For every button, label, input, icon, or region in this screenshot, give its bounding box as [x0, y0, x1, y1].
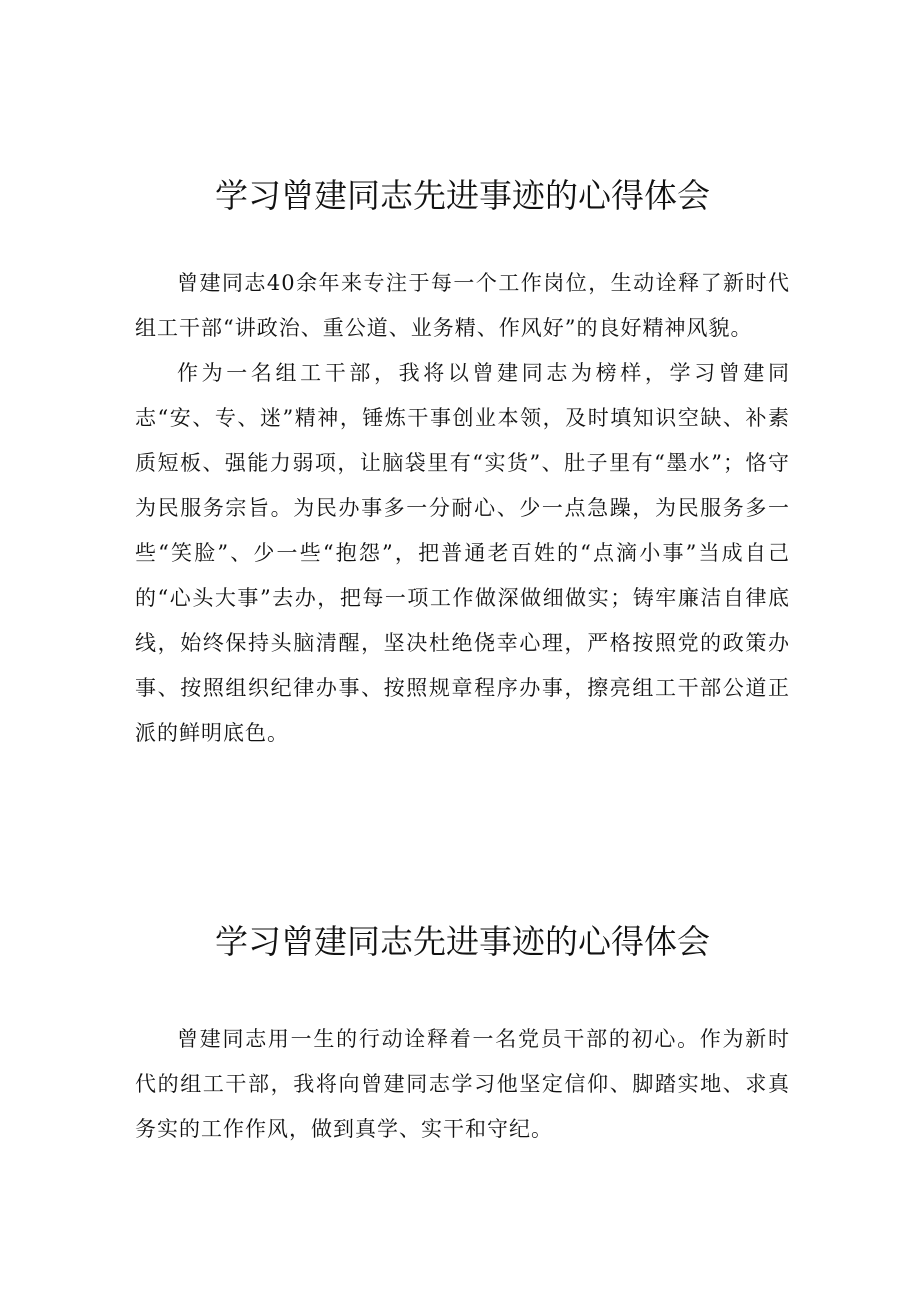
paragraph-2-1: 曾建同志用一生的行动诠释着一名党员干部的初心。作为新时代的组工干部，我将向曾建同志学习他坚定信仰、脚踏实地、求真务实的工作作风，做到真学、实干和守纪。 — [135, 1027, 790, 1141]
article-title-2: 学习曾建同志先进事迹的心得体会 — [215, 922, 710, 961]
article-title-1: 学习曾建同志先进事迹的心得体会 — [215, 176, 710, 215]
article-section-1 — [135, 166, 790, 756]
paragraph-1-2: 作为一名组工干部，我将以曾建同志为榜样，学习曾建同志“安、专、迷”精神，锤炼干事创业本领，及时填知识空缺、补素质短板、强能力弱项，让脑袋里有“实货”、肚子里有“墨水”；恪守为民服务宗旨。为民办事多一分耐心、少一点急躁，为民服务多一些“笑脸”、少一些“抱怨”，把普通老百姓的“点滴小事”当成自己的“心头大事”去办，把每一项工作做深做细做实；铸牢廉洁自律底线，始终保持头脑清醒，坚决杜绝侥幸心理，严格按照党的政策办事、按照组织纪律办事、按照规章程序办事，擦亮组工干部公道正派的鲜明底色。 — [135, 361, 790, 745]
article-section-2 — [135, 912, 790, 1152]
paragraph-1-1: 曾建同志40余年来专注于每一个工作岗位，生动诠释了新时代组工干部“讲政治、重公道、业务精、作风好”的良好精神风貌。 — [135, 271, 790, 340]
